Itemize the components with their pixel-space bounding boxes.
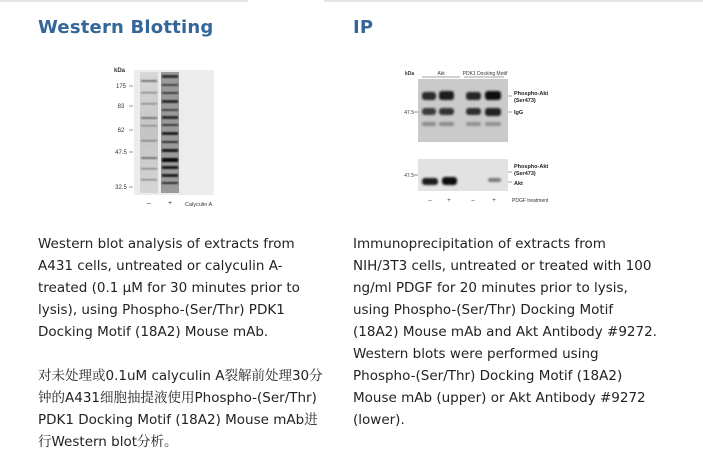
marker-ticks (129, 86, 133, 187)
ip-lower-panel (418, 159, 508, 191)
ip-upper-label-igg: IgG (514, 110, 524, 116)
ip-lane-sign-3: – (471, 198, 475, 204)
treatment-label: Calyculin A (185, 202, 213, 208)
ip-upper-label-1: Phospho-Akt (514, 91, 549, 97)
ip-figure (400, 64, 625, 218)
marker-label-83: 83 (117, 104, 125, 110)
top-divider-left (0, 0, 248, 2)
ip-lower-label-1: Phospho-Akt (514, 164, 549, 170)
ip-lower-label-2: (Ser473) (514, 171, 536, 177)
western-blot-image (113, 62, 223, 214)
ip-upper-marker: 47.5 (404, 110, 414, 116)
western-blot-caption: Western blot analysis of extracts from A431 cells, untreated or calyculin A-treated (0.1 μM for 30 minutes prior to lysis), using Phospho-(Ser/Thr) PDK1 Docking Motif (18A2) Mouse mAb. (38, 236, 300, 340)
marker-label-32-5: 32.5 (115, 185, 127, 191)
top-divider-right (324, 0, 703, 2)
lane-sign-minus: – (147, 200, 151, 207)
ip-lane-sign-2: + (447, 198, 451, 204)
ip-blot-image (400, 64, 625, 214)
blot-unit-label: kDa (114, 68, 126, 74)
ip-upper-label-2: (Ser473) (514, 98, 536, 104)
ip-group-akt: Akt (437, 71, 445, 77)
ip-lane-sign-4: + (492, 198, 496, 204)
ip-heading: IP (353, 17, 374, 38)
lane-sign-plus: + (167, 200, 173, 207)
ip-group-pdk1: PDK1 Docking Motif (462, 71, 508, 77)
ip-unit-label: kDa (405, 71, 415, 77)
ip-caption: Immunoprecipitation of extracts from NIH/3T3 cells, untreated or treated with 100 ng/ml PDGF for 20 minutes prior to lysis, using Phospho-(Ser/Thr) Docking Motif (18A2) Mouse mAb and Akt Antibody #9272. Western blots were performed using Phospho-(Ser/Thr) Docking Motif (18A2) Mouse mAb (upper) or Akt Antibody #9272 (lower). (353, 236, 657, 428)
ip-lower-label-akt: Akt (514, 181, 523, 187)
marker-label-175: 175 (115, 84, 127, 90)
marker-label-62: 62 (117, 128, 125, 134)
western-blot-caption-chinese: 对未处理或0.1uM calyculin A裂解前处理30分钟的A431细胞抽提液使用Phospho-(Ser/Thr) PDK1 Docking Motif (18A2) Mouse mAb进行Western blot分析。 (38, 368, 323, 450)
blot-lane-untreated (140, 72, 158, 193)
western-blot-figure (113, 62, 223, 218)
ip-caption-block (353, 233, 658, 431)
marker-label-47-5: 47.5 (115, 150, 127, 156)
ip-lower-marker: 47.5 (404, 173, 414, 179)
ip-lane-sign-1: – (428, 198, 432, 204)
ip-treatment-label: PDGF treatment (512, 198, 549, 204)
western-blot-heading: Western Blotting (38, 17, 214, 38)
western-blot-caption-block (38, 233, 330, 453)
